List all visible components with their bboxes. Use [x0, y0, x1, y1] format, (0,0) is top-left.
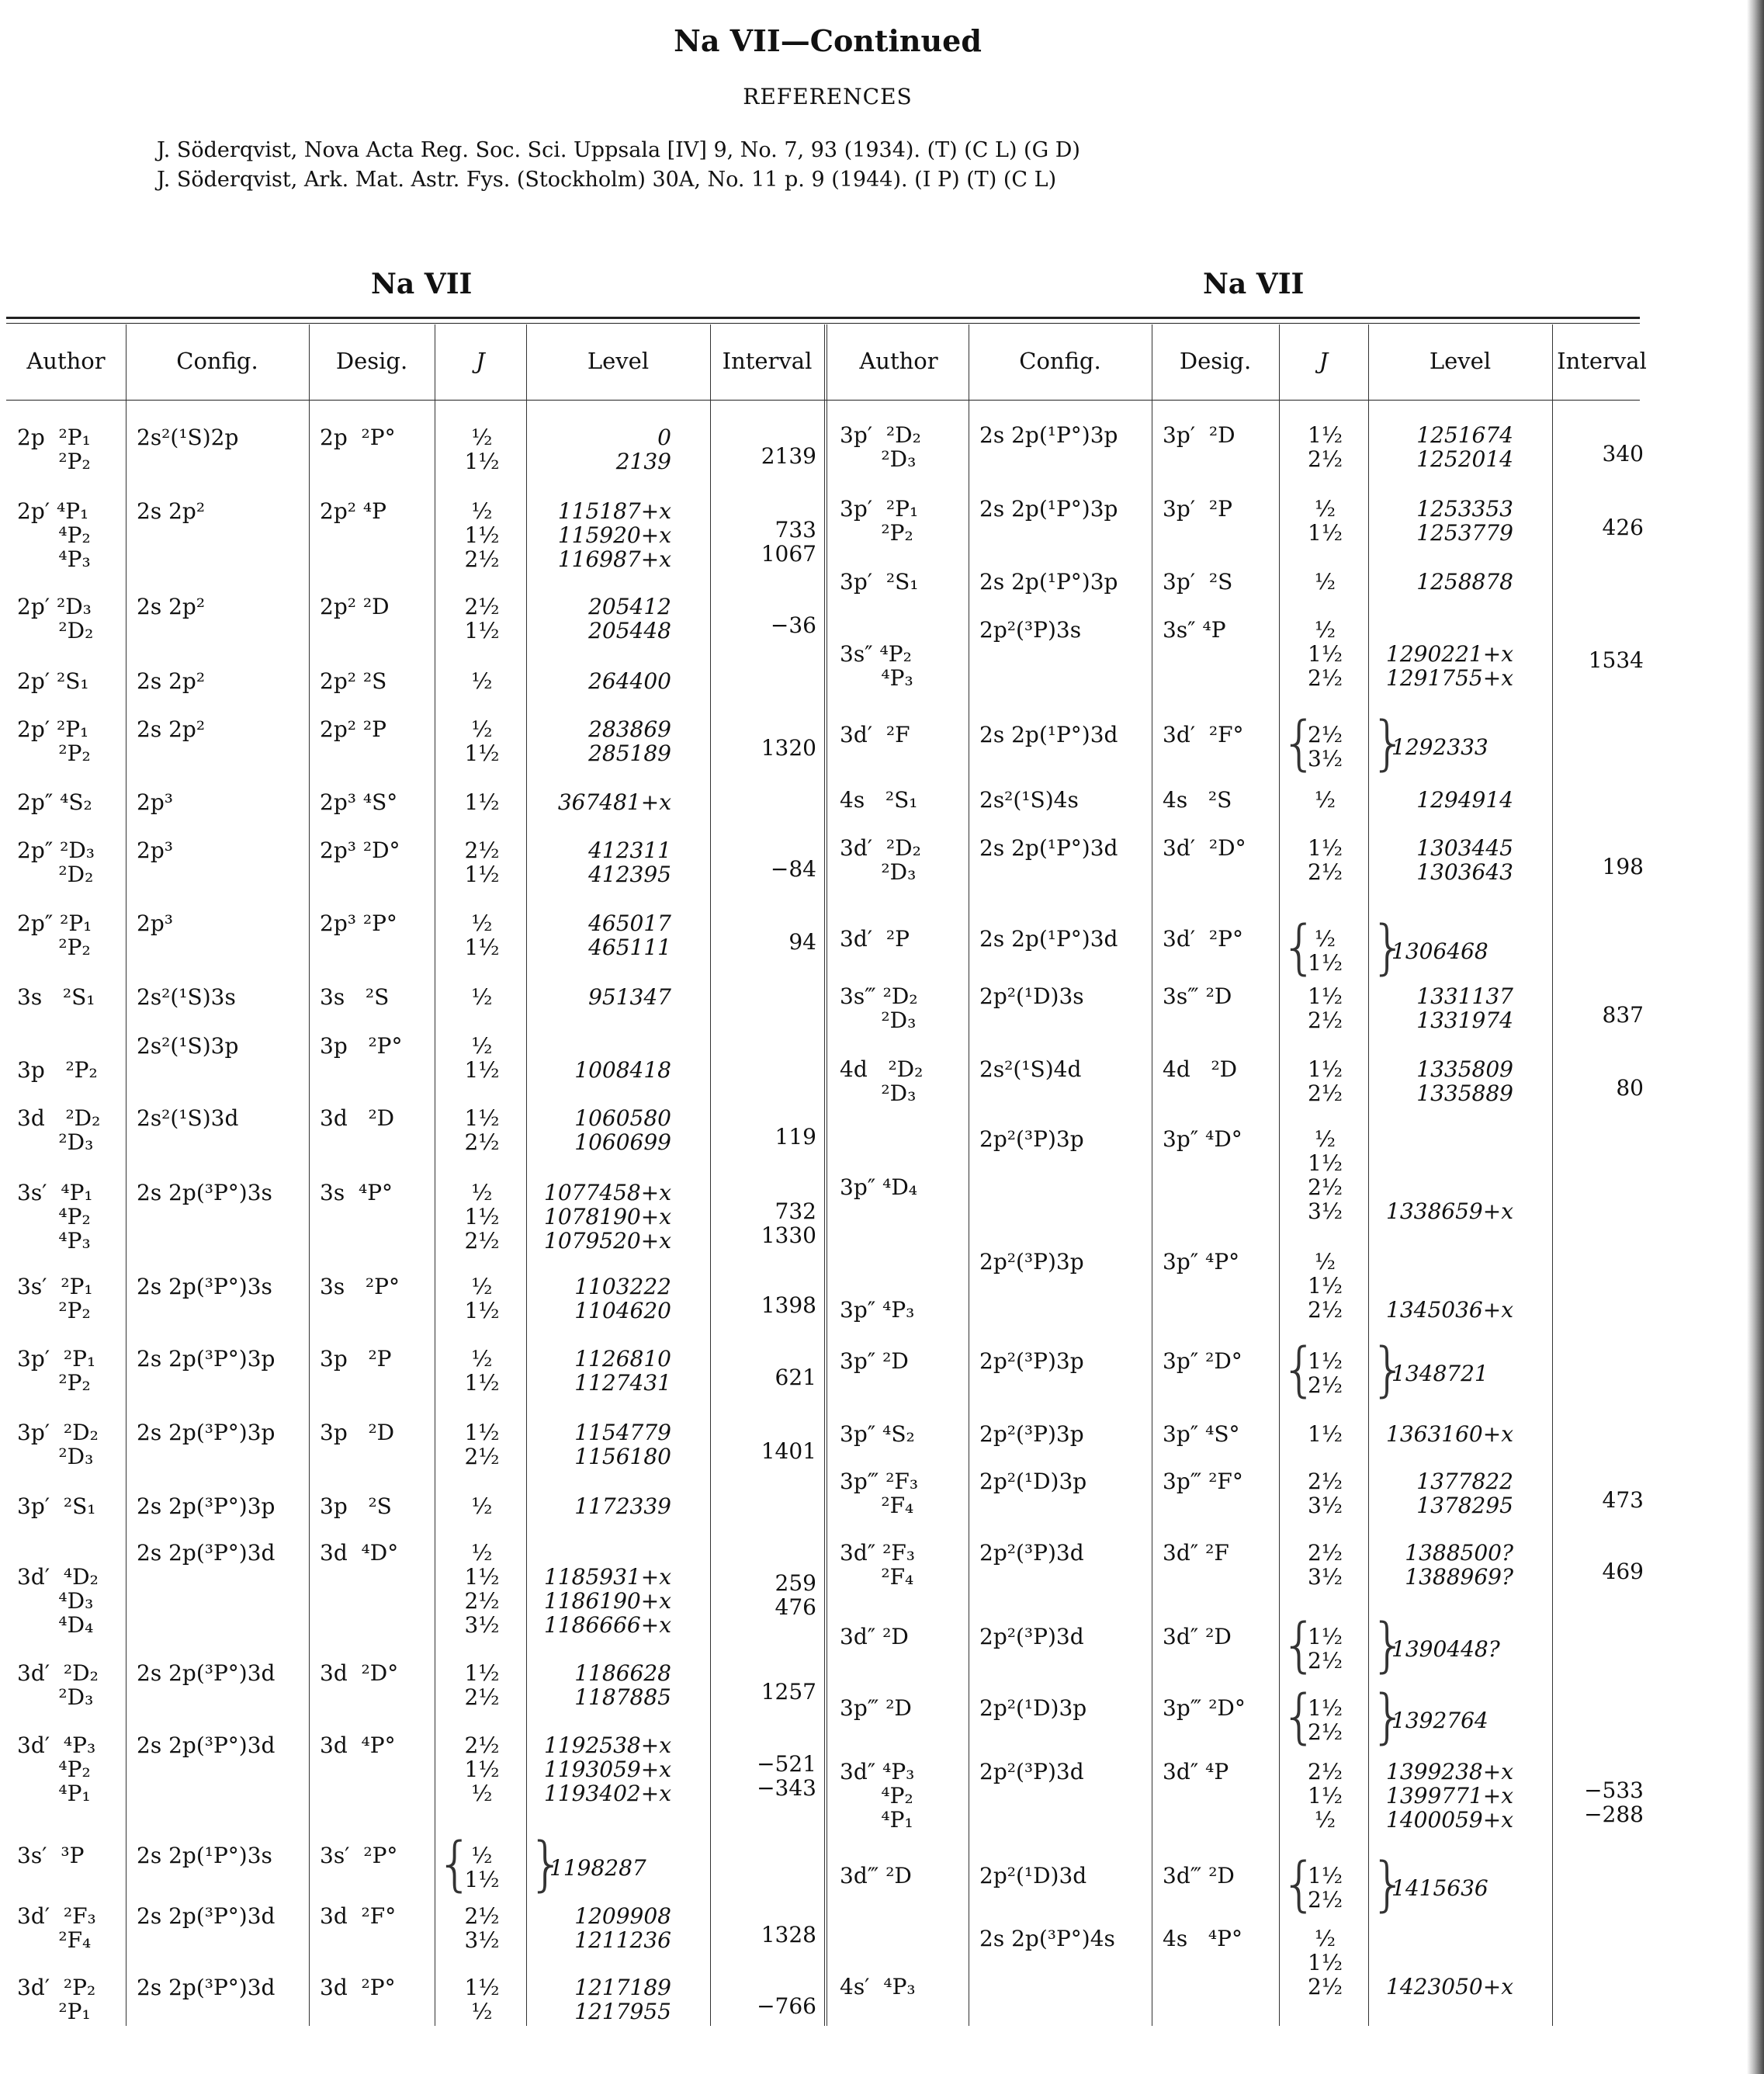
left-row-12-author: 3s′ ⁴P₁ ⁴P₂ ⁴P₃	[17, 1180, 93, 1254]
left-row-3-j: 2½ 1½	[464, 594, 500, 643]
left-row-11-config: 2s²(¹S)3d	[137, 1105, 239, 1131]
left-row-18-config: 2s 2p(³P°)3d	[137, 1660, 276, 1686]
left-row-1-author: 2p ²P₁ ²P₂	[17, 425, 91, 474]
left-brace: {	[1281, 912, 1319, 981]
right-row-15-j: 2½ 3½	[1308, 1469, 1343, 1518]
left-row-18-author: 3d′ ²D₂ ²D₃	[17, 1660, 99, 1710]
right-brace: }	[1370, 1610, 1408, 1679]
header-right-j: J	[1319, 348, 1329, 374]
left-row-15-j: 1½ 2½	[464, 1420, 500, 1469]
left-row-11-j: 1½ 2½	[464, 1105, 500, 1155]
left-row-3-level: 205412 205448	[588, 594, 671, 643]
right-row-7-desig: 3d′ ²D°	[1163, 835, 1246, 861]
left-row-3-interval: −36	[770, 612, 816, 638]
right-row-9-interval: 837	[1602, 1001, 1644, 1028]
right-row-16-j: 2½ 3½	[1308, 1540, 1343, 1590]
right-row-8-desig: 3d′ ²P°	[1163, 926, 1243, 952]
right-row-15-interval: 473	[1602, 1486, 1644, 1513]
right-row-2-j: ½ 1½	[1308, 496, 1343, 546]
right-row-10-j: 1½ 2½	[1308, 1056, 1343, 1106]
left-row-17-interval: 259 476	[775, 1570, 816, 1620]
header-bottom-rule	[6, 400, 1640, 401]
left-row-21-config: 2s 2p(³P°)3d	[137, 1903, 276, 1929]
left-row-13-level: 1103222 1104620	[574, 1274, 671, 1323]
left-row-12-config: 2s 2p(³P°)3s	[137, 1180, 272, 1205]
right-row-15-author: 3p‴ ²F₃ ²F₄	[840, 1469, 919, 1518]
left-row-1-interval: 2139	[761, 442, 816, 469]
right-row-11-j: ½ 1½ 2½ 3½	[1308, 1126, 1343, 1224]
table-title-left: Na VII	[371, 268, 473, 300]
right-row-5-config: 2s 2p(¹P°)3d	[979, 722, 1118, 747]
right-row-10-author: 4d ²D₂ ²D₃	[840, 1056, 924, 1106]
left-row-20-level: 1198287	[549, 1854, 646, 1881]
right-row-10-config: 2s²(¹S)4d	[979, 1056, 1082, 1082]
left-row-15-desig: 3p ²D	[320, 1420, 395, 1445]
right-row-9-config: 2p²(¹D)3s	[979, 983, 1084, 1009]
left-row-19-level: 1192538+x 1193059+x 1193402+x	[544, 1732, 671, 1806]
left-row-13-j: ½ 1½	[464, 1274, 500, 1323]
right-row-5-author: 3d′ ²F	[840, 722, 910, 747]
right-row-2-author: 3p′ ²P₁ ²P₂	[840, 496, 919, 546]
right-row-20-j: 1½ 2½	[1308, 1863, 1343, 1913]
left-brace: {	[1281, 1681, 1319, 1750]
left-row-12-desig: 3s ⁴P°	[320, 1180, 393, 1205]
table-title-right: Na VII	[1203, 268, 1305, 300]
left-row-19-desig: 3d ⁴P°	[320, 1732, 396, 1758]
left-row-5-level: 283869 285189	[588, 716, 671, 766]
left-row-4-config: 2s 2p²	[137, 668, 206, 694]
left-row-20-desig: 3s′ ²P°	[320, 1843, 398, 1868]
left-row-11-level: 1060580 1060699	[574, 1105, 671, 1155]
left-row-22-config: 2s 2p(³P°)3d	[137, 1975, 276, 2000]
right-row-19-j: 2½ 1½ ½	[1308, 1759, 1343, 1833]
right-row-13-j: 1½ 2½	[1308, 1348, 1343, 1398]
left-row-4-desig: 2p² ²S	[320, 668, 387, 694]
left-row-7-level: 412311 412395	[588, 838, 671, 887]
left-row-21-author: 3d′ ²F₃ ²F₄	[17, 1903, 96, 1953]
left-row-19-j: 2½ 1½ ½	[464, 1732, 500, 1806]
right-brace: }	[1370, 1681, 1408, 1750]
right-row-14-author: 3p″ ⁴S₂	[840, 1421, 915, 1447]
left-row-21-interval: 1328	[761, 1921, 816, 1947]
left-row-22-author: 3d′ ²P₂ ²P₁	[17, 1975, 96, 2024]
right-row-11-level: 1338659+x	[1386, 1198, 1513, 1224]
left-row-5-j: ½ 1½	[464, 716, 500, 766]
right-row-12-desig: 3p″ ⁴P°	[1163, 1249, 1240, 1275]
left-row-15-interval: 1401	[761, 1438, 816, 1464]
right-row-4-desig: 3s″ ⁴P	[1163, 617, 1226, 643]
left-row-3-author: 2p′ ²D₃ ²D₂	[17, 594, 94, 643]
right-row-20-config: 2p²(¹D)3d	[979, 1863, 1087, 1888]
left-row-13-interval: 1398	[761, 1292, 816, 1318]
left-row-2-j: ½ 1½ 2½	[464, 498, 500, 572]
right-row-21-j: ½ 1½ 2½	[1308, 1926, 1343, 1999]
right-row-3-j: ½	[1314, 569, 1336, 595]
left-row-15-author: 3p′ ²D₂ ²D₃	[17, 1420, 99, 1469]
right-row-21-level: 1423050+x	[1386, 1974, 1513, 1999]
left-row-19-author: 3d′ ⁴P₃ ⁴P₂ ⁴P₁	[17, 1732, 96, 1806]
left-row-8-j: ½ 1½	[464, 910, 500, 960]
left-row-8-desig: 2p³ ²P°	[320, 910, 397, 936]
left-row-15-config: 2s 2p(³P°)3p	[137, 1420, 276, 1445]
left-row-10-j: ½ 1½	[464, 1033, 500, 1083]
right-row-18-j: 1½ 2½	[1308, 1695, 1343, 1745]
right-row-10-level: 1335809 1335889	[1416, 1056, 1513, 1106]
column-rule	[710, 324, 711, 2026]
right-row-9-level: 1331137 1331974	[1416, 983, 1513, 1033]
left-row-9-config: 2s²(¹S)3s	[137, 984, 236, 1010]
right-row-8-level: 1306468	[1391, 938, 1488, 964]
right-row-17-desig: 3d″ ²D	[1163, 1624, 1232, 1649]
header-right-level: Level	[1429, 348, 1492, 374]
left-brace: {	[1281, 708, 1319, 777]
right-row-1-author: 3p′ ²D₂ ²D₃	[840, 422, 921, 472]
right-row-14-level: 1363160+x	[1386, 1421, 1513, 1447]
left-row-22-interval: −766	[757, 1992, 816, 2019]
header-left-desig: Desig.	[335, 348, 408, 374]
right-row-20-author: 3d‴ ²D	[840, 1863, 912, 1888]
left-row-4-j: ½	[471, 668, 493, 694]
right-row-16-level: 1388500? 1388969?	[1405, 1540, 1513, 1590]
right-row-6-desig: 4s ²S	[1163, 787, 1232, 813]
left-row-16-config: 2s 2p(³P°)3p	[137, 1493, 276, 1519]
left-row-14-j: ½ 1½	[464, 1346, 500, 1396]
right-row-15-level: 1377822 1378295	[1416, 1469, 1513, 1518]
right-row-11-author: 3p″ ⁴D₄	[840, 1174, 917, 1200]
right-row-2-interval: 426	[1602, 514, 1644, 540]
left-row-7-config: 2p³	[137, 838, 173, 863]
right-row-16-desig: 3d″ ²F	[1163, 1540, 1229, 1566]
header-right-desig: Desig.	[1179, 348, 1252, 374]
left-row-13-config: 2s 2p(³P°)3s	[137, 1274, 272, 1299]
left-row-8-author: 2p″ ²P₁ ²P₂	[17, 910, 92, 960]
right-row-7-level: 1303445 1303643	[1416, 835, 1513, 885]
right-row-19-level: 1399238+x 1399771+x 1400059+x	[1386, 1759, 1513, 1833]
right-row-5-level: 1292333	[1391, 734, 1488, 760]
left-row-14-interval: 621	[775, 1364, 816, 1390]
right-row-1-desig: 3p′ ²D	[1163, 422, 1235, 448]
left-row-12-j: ½ 1½ 2½	[464, 1180, 500, 1254]
right-row-13-author: 3p″ ²D	[840, 1348, 909, 1374]
left-row-11-author: 3d ²D₂ ²D₃	[17, 1105, 101, 1155]
right-row-8-config: 2s 2p(¹P°)3d	[979, 926, 1118, 952]
table-top-rule	[6, 317, 1640, 319]
right-row-6-j: ½	[1314, 787, 1336, 813]
left-row-21-level: 1209908 1211236	[574, 1903, 671, 1953]
left-row-6-config: 2p³	[137, 789, 173, 815]
right-row-12-author: 3p″ ⁴P₃	[840, 1297, 915, 1323]
left-row-18-j: 1½ 2½	[464, 1660, 500, 1710]
left-row-7-author: 2p″ ²D₃ ²D₂	[17, 838, 95, 887]
left-row-2-desig: 2p² ⁴P	[320, 498, 386, 524]
left-row-6-level: 367481+x	[557, 789, 671, 815]
right-row-3-desig: 3p′ ²S	[1163, 569, 1233, 595]
right-row-6-author: 4s ²S₁	[840, 787, 918, 813]
right-row-17-j: 1½ 2½	[1308, 1624, 1343, 1673]
left-row-5-config: 2s 2p²	[137, 716, 206, 742]
right-row-1-config: 2s 2p(¹P°)3p	[979, 422, 1118, 448]
header-left-level: Level	[587, 348, 650, 374]
right-row-19-author: 3d″ ⁴P₃ ⁴P₂ ⁴P₁	[840, 1759, 915, 1833]
right-row-18-config: 2p²(¹D)3p	[979, 1695, 1087, 1721]
right-row-1-j: 1½ 2½	[1308, 422, 1343, 472]
right-row-1-interval: 340	[1602, 440, 1644, 466]
right-row-2-config: 2s 2p(¹P°)3p	[979, 496, 1118, 522]
right-row-19-interval: −533 −288	[1584, 1777, 1644, 1827]
left-row-10-desig: 3p ²P°	[320, 1033, 403, 1059]
right-brace: }	[1370, 1334, 1408, 1403]
left-row-9-desig: 3s ²S	[320, 984, 390, 1010]
reference-1: J. Söderqvist, Nova Acta Reg. Soc. Sci. Uppsala [IV] 9, No. 7, 93 (1934). (T) (C L) (G D)	[157, 138, 1080, 162]
right-row-2-desig: 3p′ ²P	[1163, 496, 1232, 522]
left-row-6-j: 1½	[464, 789, 500, 815]
header-right-config: Config.	[1019, 348, 1101, 374]
left-row-11-desig: 3d ²D	[320, 1105, 395, 1131]
left-row-8-interval: 94	[788, 928, 816, 955]
left-row-7-desig: 2p³ ²D°	[320, 838, 400, 863]
left-row-5-author: 2p′ ²P₁ ²P₂	[17, 716, 91, 766]
left-row-3-config: 2s 2p²	[137, 594, 206, 619]
column-rule	[824, 324, 830, 2026]
left-row-21-desig: 3d ²F°	[320, 1903, 397, 1929]
left-row-16-level: 1172339	[574, 1493, 671, 1519]
left-row-16-author: 3p′ ²S₁	[17, 1493, 96, 1519]
column-rule	[309, 324, 310, 2026]
right-row-14-j: 1½	[1308, 1421, 1343, 1447]
left-row-18-level: 1186628 1187885	[574, 1660, 671, 1710]
left-row-7-j: 2½ 1½	[464, 838, 500, 887]
right-row-11-desig: 3p″ ⁴D°	[1163, 1126, 1242, 1152]
right-row-18-author: 3p‴ ²D	[840, 1695, 912, 1721]
right-row-17-level: 1390448?	[1391, 1635, 1500, 1662]
left-row-14-level: 1126810 1127431	[574, 1346, 671, 1396]
right-row-17-author: 3d″ ²D	[840, 1624, 909, 1649]
right-row-4-j: ½ 1½ 2½	[1308, 617, 1343, 691]
left-row-4-author: 2p′ ²S₁	[17, 668, 89, 694]
right-row-21-desig: 4s ⁴P°	[1163, 1926, 1242, 1951]
right-row-19-desig: 3d″ ⁴P	[1163, 1759, 1229, 1784]
right-row-21-config: 2s 2p(³P°)4s	[979, 1926, 1115, 1951]
right-row-17-config: 2p²(³P)3d	[979, 1624, 1084, 1649]
right-row-11-config: 2p²(³P)3p	[979, 1126, 1084, 1152]
right-row-20-level: 1415636	[1391, 1875, 1488, 1901]
left-row-14-desig: 3p ²P	[320, 1346, 392, 1372]
left-row-5-interval: 1320	[761, 734, 816, 761]
right-row-7-j: 1½ 2½	[1308, 835, 1343, 885]
right-row-5-desig: 3d′ ²F°	[1163, 722, 1244, 747]
column-rule	[526, 324, 527, 2026]
left-row-14-author: 3p′ ²P₁ ²P₂	[17, 1346, 96, 1396]
left-row-14-config: 2s 2p(³P°)3p	[137, 1346, 276, 1372]
left-row-7-interval: −84	[770, 855, 816, 882]
right-row-2-level: 1253353 1253779	[1416, 496, 1513, 546]
right-row-9-author: 3s‴ ²D₂ ²D₃	[840, 983, 918, 1033]
left-row-5-desig: 2p² ²P	[320, 716, 386, 742]
right-row-14-desig: 3p″ ⁴S°	[1163, 1421, 1240, 1447]
left-row-9-j: ½	[471, 984, 493, 1010]
left-row-17-config: 2s 2p(³P°)3d	[137, 1540, 276, 1566]
left-row-12-level: 1077458+x 1078190+x 1079520+x	[544, 1180, 671, 1254]
left-row-16-j: ½	[471, 1493, 493, 1519]
right-row-10-desig: 4d ²D	[1163, 1056, 1238, 1082]
left-row-21-j: 2½ 3½	[464, 1903, 500, 1953]
right-row-3-level: 1258878	[1416, 569, 1513, 595]
left-row-8-config: 2p³	[137, 910, 173, 936]
right-row-5-j: 2½ 3½	[1308, 722, 1343, 772]
page-title: Na VII—Continued	[674, 23, 982, 58]
left-row-18-interval: 1257	[761, 1678, 816, 1705]
right-row-6-config: 2s²(¹S)4s	[979, 787, 1079, 813]
left-row-13-author: 3s′ ²P₁ ²P₂	[17, 1274, 93, 1323]
left-row-22-j: 1½ ½	[464, 1975, 500, 2024]
left-row-12-interval: 732 1330	[761, 1198, 816, 1248]
right-row-7-author: 3d′ ²D₂ ²D₃	[840, 835, 921, 885]
right-row-7-interval: 198	[1602, 853, 1644, 879]
right-row-6-level: 1294914	[1416, 787, 1513, 813]
right-row-10-interval: 80	[1616, 1074, 1644, 1101]
right-row-13-level: 1348721	[1391, 1360, 1488, 1386]
left-row-22-desig: 3d ²P°	[320, 1975, 396, 2000]
right-brace: }	[1370, 1849, 1408, 1918]
references-heading: REFERENCES	[743, 84, 913, 109]
right-row-4-interval: 1534	[1588, 647, 1644, 673]
left-row-9-author: 3s ²S₁	[17, 984, 95, 1010]
right-brace: }	[528, 1829, 566, 1898]
left-row-2-author: 2p′ ⁴P₁ ⁴P₂ ⁴P₃	[17, 498, 91, 572]
header-left-config: Config.	[176, 348, 258, 374]
left-row-2-level: 115187+x 115920+x 116987+x	[557, 498, 671, 572]
left-row-13-desig: 3s ²P°	[320, 1274, 400, 1299]
left-row-10-config: 2s²(¹S)3p	[137, 1033, 239, 1059]
left-row-2-interval: 733 1067	[761, 516, 816, 567]
right-row-7-config: 2s 2p(¹P°)3d	[979, 835, 1118, 861]
right-row-9-desig: 3s‴ ²D	[1163, 983, 1232, 1009]
right-row-3-config: 2s 2p(¹P°)3p	[979, 569, 1118, 595]
right-brace: }	[1370, 912, 1408, 981]
right-row-20-desig: 3d‴ ²D	[1163, 1863, 1235, 1888]
header-right-interval: Interval	[1557, 348, 1647, 374]
left-brace: {	[1281, 1334, 1319, 1403]
left-row-17-author: 3d′ ⁴D₂ ⁴D₃ ⁴D₄	[17, 1564, 99, 1638]
right-row-13-config: 2p²(³P)3p	[979, 1348, 1084, 1374]
header-right-author: Author	[859, 348, 938, 374]
left-row-22-level: 1217189 1217955	[574, 1975, 671, 2024]
left-row-19-config: 2s 2p(³P°)3d	[137, 1732, 276, 1758]
header-left-author: Author	[26, 348, 106, 374]
right-row-18-desig: 3p‴ ²D°	[1163, 1695, 1246, 1721]
right-row-12-level: 1345036+x	[1386, 1297, 1513, 1323]
left-row-18-desig: 3d ²D°	[320, 1660, 399, 1686]
right-row-3-author: 3p′ ²S₁	[840, 569, 919, 595]
left-row-9-level: 951347	[588, 984, 671, 1010]
right-row-12-j: ½ 1½ 2½	[1308, 1249, 1343, 1323]
left-row-8-level: 465017 465111	[588, 910, 671, 960]
left-brace: {	[1281, 1849, 1319, 1918]
left-row-20-config: 2s 2p(¹P°)3s	[137, 1843, 272, 1868]
right-row-8-author: 3d′ ²P	[840, 926, 910, 952]
left-row-1-j: ½ 1½	[464, 425, 500, 474]
right-row-8-j: ½ 1½	[1308, 926, 1343, 976]
left-row-20-author: 3s′ ³P	[17, 1843, 85, 1868]
header-left-interval: Interval	[722, 348, 813, 374]
right-row-18-level: 1392764	[1391, 1707, 1488, 1733]
right-row-14-config: 2p²(³P)3p	[979, 1421, 1084, 1447]
right-row-4-author: 3s″ ⁴P₂ ⁴P₃	[840, 641, 913, 691]
right-row-15-config: 2p²(¹D)3p	[979, 1469, 1087, 1494]
right-row-4-config: 2p²(³P)3s	[979, 617, 1082, 643]
right-row-12-config: 2p²(³P)3p	[979, 1249, 1084, 1275]
right-row-16-interval: 469	[1602, 1558, 1644, 1584]
left-row-17-level: 1185931+x 1186190+x 1186666+x	[544, 1564, 671, 1638]
left-row-19-interval: −521 −343	[757, 1750, 816, 1801]
right-row-1-level: 1251674 1252014	[1416, 422, 1513, 472]
left-row-3-desig: 2p² ²D	[320, 594, 390, 619]
left-row-16-desig: 3p ²S	[320, 1493, 392, 1519]
right-brace: }	[1370, 708, 1408, 777]
left-row-1-desig: 2p ²P°	[320, 425, 396, 450]
left-row-20-j: ½ 1½	[464, 1843, 500, 1892]
left-row-17-j: ½ 1½ 2½ 3½	[464, 1540, 500, 1638]
right-row-9-j: 1½ 2½	[1308, 983, 1343, 1033]
reference-2: J. Söderqvist, Ark. Mat. Astr. Fys. (Stockholm) 30A, No. 11 p. 9 (1944). (I P) (T) (C L)	[157, 168, 1057, 192]
right-row-21-author: 4s′ ⁴P₃	[840, 1974, 916, 1999]
left-brace: {	[1281, 1610, 1319, 1679]
right-row-4-level: 1290221+x 1291755+x	[1386, 641, 1513, 691]
left-row-1-level: 0 2139	[615, 425, 671, 474]
left-row-2-config: 2s 2p²	[137, 498, 206, 524]
left-row-17-desig: 3d ⁴D°	[320, 1540, 399, 1566]
column-rule	[1552, 324, 1553, 2026]
left-row-10-level: 1008418	[574, 1057, 671, 1083]
left-row-10-author: 3p ²P₂	[17, 1057, 98, 1083]
left-row-4-level: 264400	[588, 668, 671, 694]
left-row-11-interval: 119	[775, 1123, 816, 1150]
right-row-16-author: 3d″ ²F₃ ²F₄	[840, 1540, 915, 1590]
right-row-15-desig: 3p‴ ²F°	[1163, 1469, 1243, 1494]
scan-edge-shadow	[1747, 0, 1764, 2074]
left-brace: {	[436, 1829, 474, 1898]
left-row-6-author: 2p″ ⁴S₂	[17, 789, 92, 815]
right-row-13-desig: 3p″ ²D°	[1163, 1348, 1242, 1374]
left-row-15-level: 1154779 1156180	[574, 1420, 671, 1469]
header-left-j: J	[476, 348, 485, 374]
column-rule	[1368, 324, 1369, 2026]
left-row-6-desig: 2p³ ⁴S°	[320, 789, 398, 815]
left-row-1-config: 2s²(¹S)2p	[137, 425, 239, 450]
table-top-rule-thin	[6, 323, 1640, 324]
right-row-19-config: 2p²(³P)3d	[979, 1759, 1084, 1784]
right-row-16-config: 2p²(³P)3d	[979, 1540, 1084, 1566]
column-rule	[1279, 324, 1280, 2026]
